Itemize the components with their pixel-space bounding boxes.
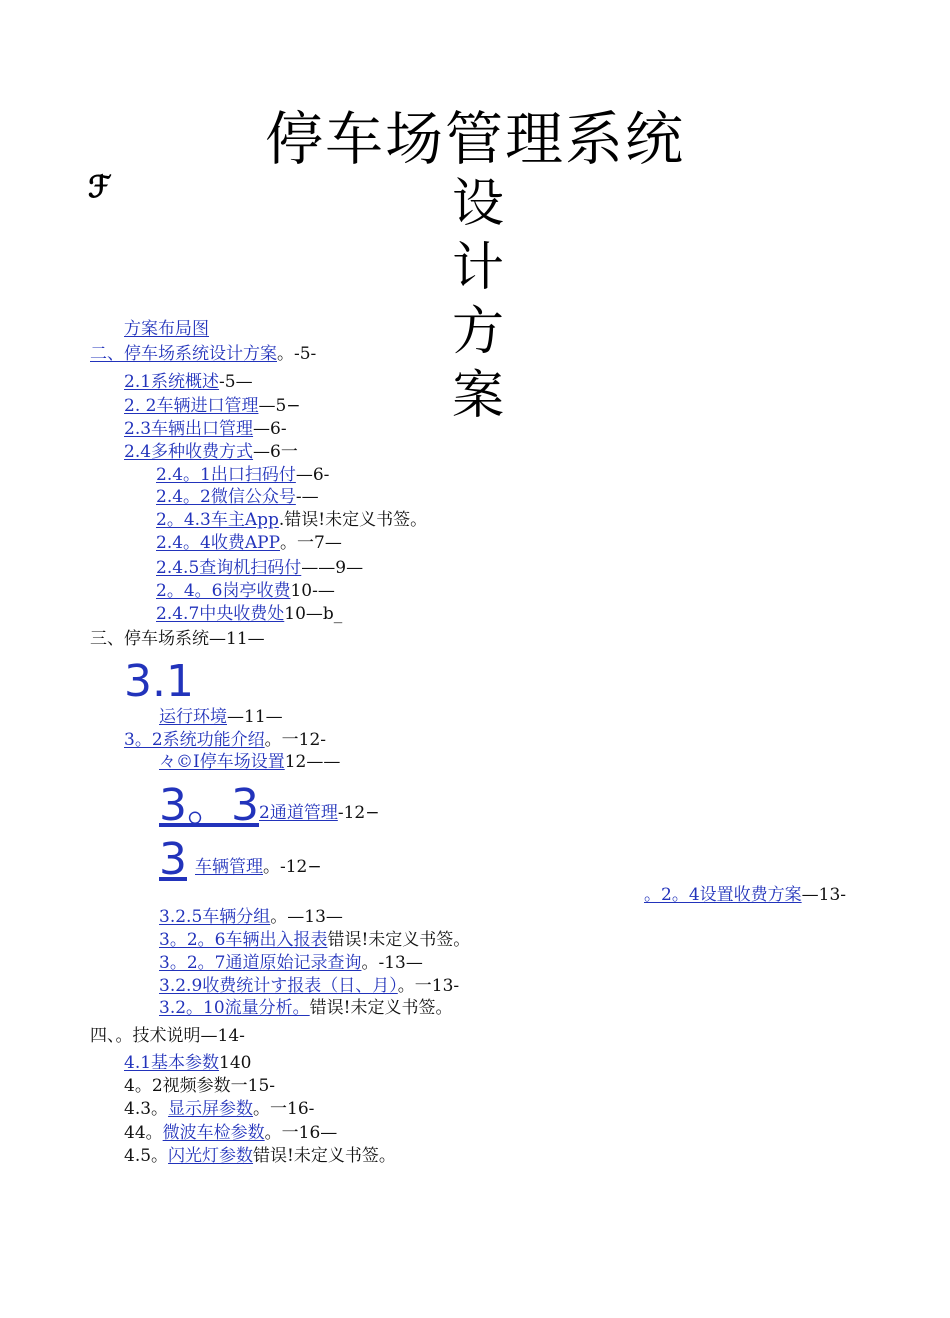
toc-link[interactable]: 2。4。6岗亭收费 (156, 581, 291, 601)
toc-plain-text: 4。2视频参数一15- (124, 1076, 276, 1096)
toc-entry (159, 906, 343, 928)
toc-page-ref: ——9— (301, 558, 364, 578)
toc-page-ref: 140 (219, 1053, 252, 1073)
toc-entry (124, 1075, 275, 1097)
toc-page-ref: 10—b_ (284, 604, 343, 624)
toc-page-ref: -5— (219, 372, 253, 392)
toc-page-ref: -— (295, 487, 319, 507)
toc-link[interactable]: 微波车检参数 (162, 1123, 265, 1143)
toc-link[interactable]: 4.1基本参数 (124, 1053, 220, 1073)
toc-entry (159, 997, 453, 1019)
toc-entry (156, 580, 335, 602)
toc-link[interactable]: 々©I停车场设置 (159, 752, 285, 772)
toc-section-heading: 四、。技术说明—14- (90, 1026, 245, 1046)
toc-big-number: 3 (159, 834, 187, 885)
toc-entry (124, 318, 209, 340)
toc-entry (159, 780, 380, 831)
toc-entry (124, 395, 301, 417)
toc-page-ref: 。一13- (397, 976, 460, 996)
toc-page-ref: 。-12− (263, 857, 322, 877)
toc-page-ref: .错误!未定义书签。 (278, 510, 428, 530)
toc-link[interactable]: 2.1系统概述 (124, 372, 220, 392)
toc-entry (90, 1025, 245, 1047)
toc-link[interactable]: 运行环境 (159, 707, 227, 727)
toc-page-ref: —11— (227, 707, 283, 727)
toc-link[interactable]: 2。4.3车主App (156, 510, 279, 530)
toc-link[interactable]: 3.2。10流量分析。 (159, 998, 310, 1018)
toc-page-ref: 。—13— (270, 907, 343, 927)
toc-page-ref: 。-13— (361, 953, 423, 973)
toc-link[interactable]: 2.4。2微信公众号 (156, 487, 296, 507)
subtitle-char: 案 (452, 366, 505, 426)
toc-link[interactable]: 闪光灯参数 (168, 1146, 254, 1166)
document-subtitle-vertical (452, 172, 522, 428)
toc-entry (156, 509, 427, 531)
toc-section-heading: 三、停车场系统—11— (90, 629, 265, 649)
toc-link[interactable]: 3.2.5车辆分组 (159, 907, 271, 927)
toc-page-ref: 错误!未定义书签。 (253, 1146, 396, 1166)
margin-mark-icon: ℱ (88, 170, 112, 205)
toc-entry (156, 603, 342, 625)
toc-link[interactable]: 二、停车场系统设计方案 (90, 344, 277, 364)
toc-page-ref: 12—— (284, 752, 341, 772)
toc-page-ref: —5− (258, 396, 301, 416)
toc-page-ref: —6- (295, 465, 330, 485)
toc-entry (159, 929, 470, 951)
toc-entry (156, 557, 363, 579)
toc-page-ref: 。-5- (277, 344, 317, 364)
toc-entry (124, 1122, 337, 1144)
toc-entry (156, 486, 319, 508)
toc-link[interactable]: 。2。4设置收费方案 (644, 885, 802, 905)
toc-page-ref: 10-— (290, 581, 335, 601)
toc-link[interactable]: 3。2。7通道原始记录查询 (159, 953, 362, 973)
toc-link[interactable]: 显示屏参数 (168, 1099, 254, 1119)
toc-link[interactable]: 方案布局图 (124, 319, 209, 339)
toc-page-ref: —13- (801, 885, 847, 905)
toc-link[interactable]: 3。2系统功能介绍 (124, 730, 265, 750)
toc-number-prefix: 4.3。 (124, 1099, 169, 1119)
toc-page-ref: -12− (337, 803, 380, 823)
toc-number-prefix: 4.5。 (124, 1146, 169, 1166)
toc-page-ref: 。一16- (253, 1099, 315, 1119)
toc-entry (90, 343, 316, 365)
toc-big-number: 3.1 (124, 656, 194, 707)
document-title: 停车场管理系统 (264, 105, 685, 173)
toc-entry (124, 371, 253, 393)
toc-entry (159, 834, 322, 885)
toc-page-ref: 错误!未定义书签。 (327, 930, 471, 950)
toc-entry (156, 532, 342, 554)
toc-entry (90, 628, 265, 650)
toc-link[interactable]: 2.4多种收费方式 (124, 442, 254, 462)
subtitle-char: 设 (452, 174, 505, 234)
toc-entry (159, 975, 459, 997)
toc-entry (159, 952, 423, 974)
toc-entry (124, 1052, 252, 1074)
toc-entry (124, 441, 298, 463)
toc-entry (124, 729, 326, 751)
toc-link[interactable]: 2通道管理 (259, 803, 338, 823)
toc-entry (156, 464, 329, 486)
toc-entry (159, 751, 340, 773)
subtitle-char: 计 (452, 238, 505, 298)
toc-link[interactable]: 2.4.7中央收费处 (156, 604, 285, 624)
toc-page-ref: —6一 (253, 442, 298, 462)
toc-link[interactable]: 车辆管理 (195, 857, 263, 877)
toc-page-ref: 。一16— (264, 1123, 338, 1143)
toc-page-ref: —6- (253, 419, 287, 439)
toc-entry (124, 418, 287, 440)
subtitle-char: 方 (452, 302, 505, 362)
toc-entry (644, 884, 846, 906)
toc-page-ref: 错误!未定义书签。 (309, 998, 453, 1018)
toc-link[interactable]: 2.4。1出口扫码付 (156, 465, 296, 485)
toc-page-ref: 。一12- (264, 730, 327, 750)
toc-number-prefix: 44。 (124, 1123, 163, 1143)
toc-link[interactable]: 3.2.9收费统计す报表（日、月） (159, 976, 398, 996)
toc-entry (124, 1145, 396, 1167)
toc-link[interactable]: 2.3车辆出口管理 (124, 419, 254, 439)
toc-link[interactable]: 2. 2车辆进口管理 (124, 396, 259, 416)
toc-link[interactable]: 2.4.5查询机扫码付 (156, 558, 302, 578)
toc-link[interactable]: 3。2。6车辆出入报表 (159, 930, 328, 950)
toc-entry (159, 706, 283, 728)
toc-link[interactable]: 2.4。4收费APP (156, 533, 281, 553)
toc-page-ref: 。一7— (280, 533, 342, 553)
toc-big-number: 3。3 (159, 780, 259, 831)
toc-entry (124, 1098, 314, 1120)
